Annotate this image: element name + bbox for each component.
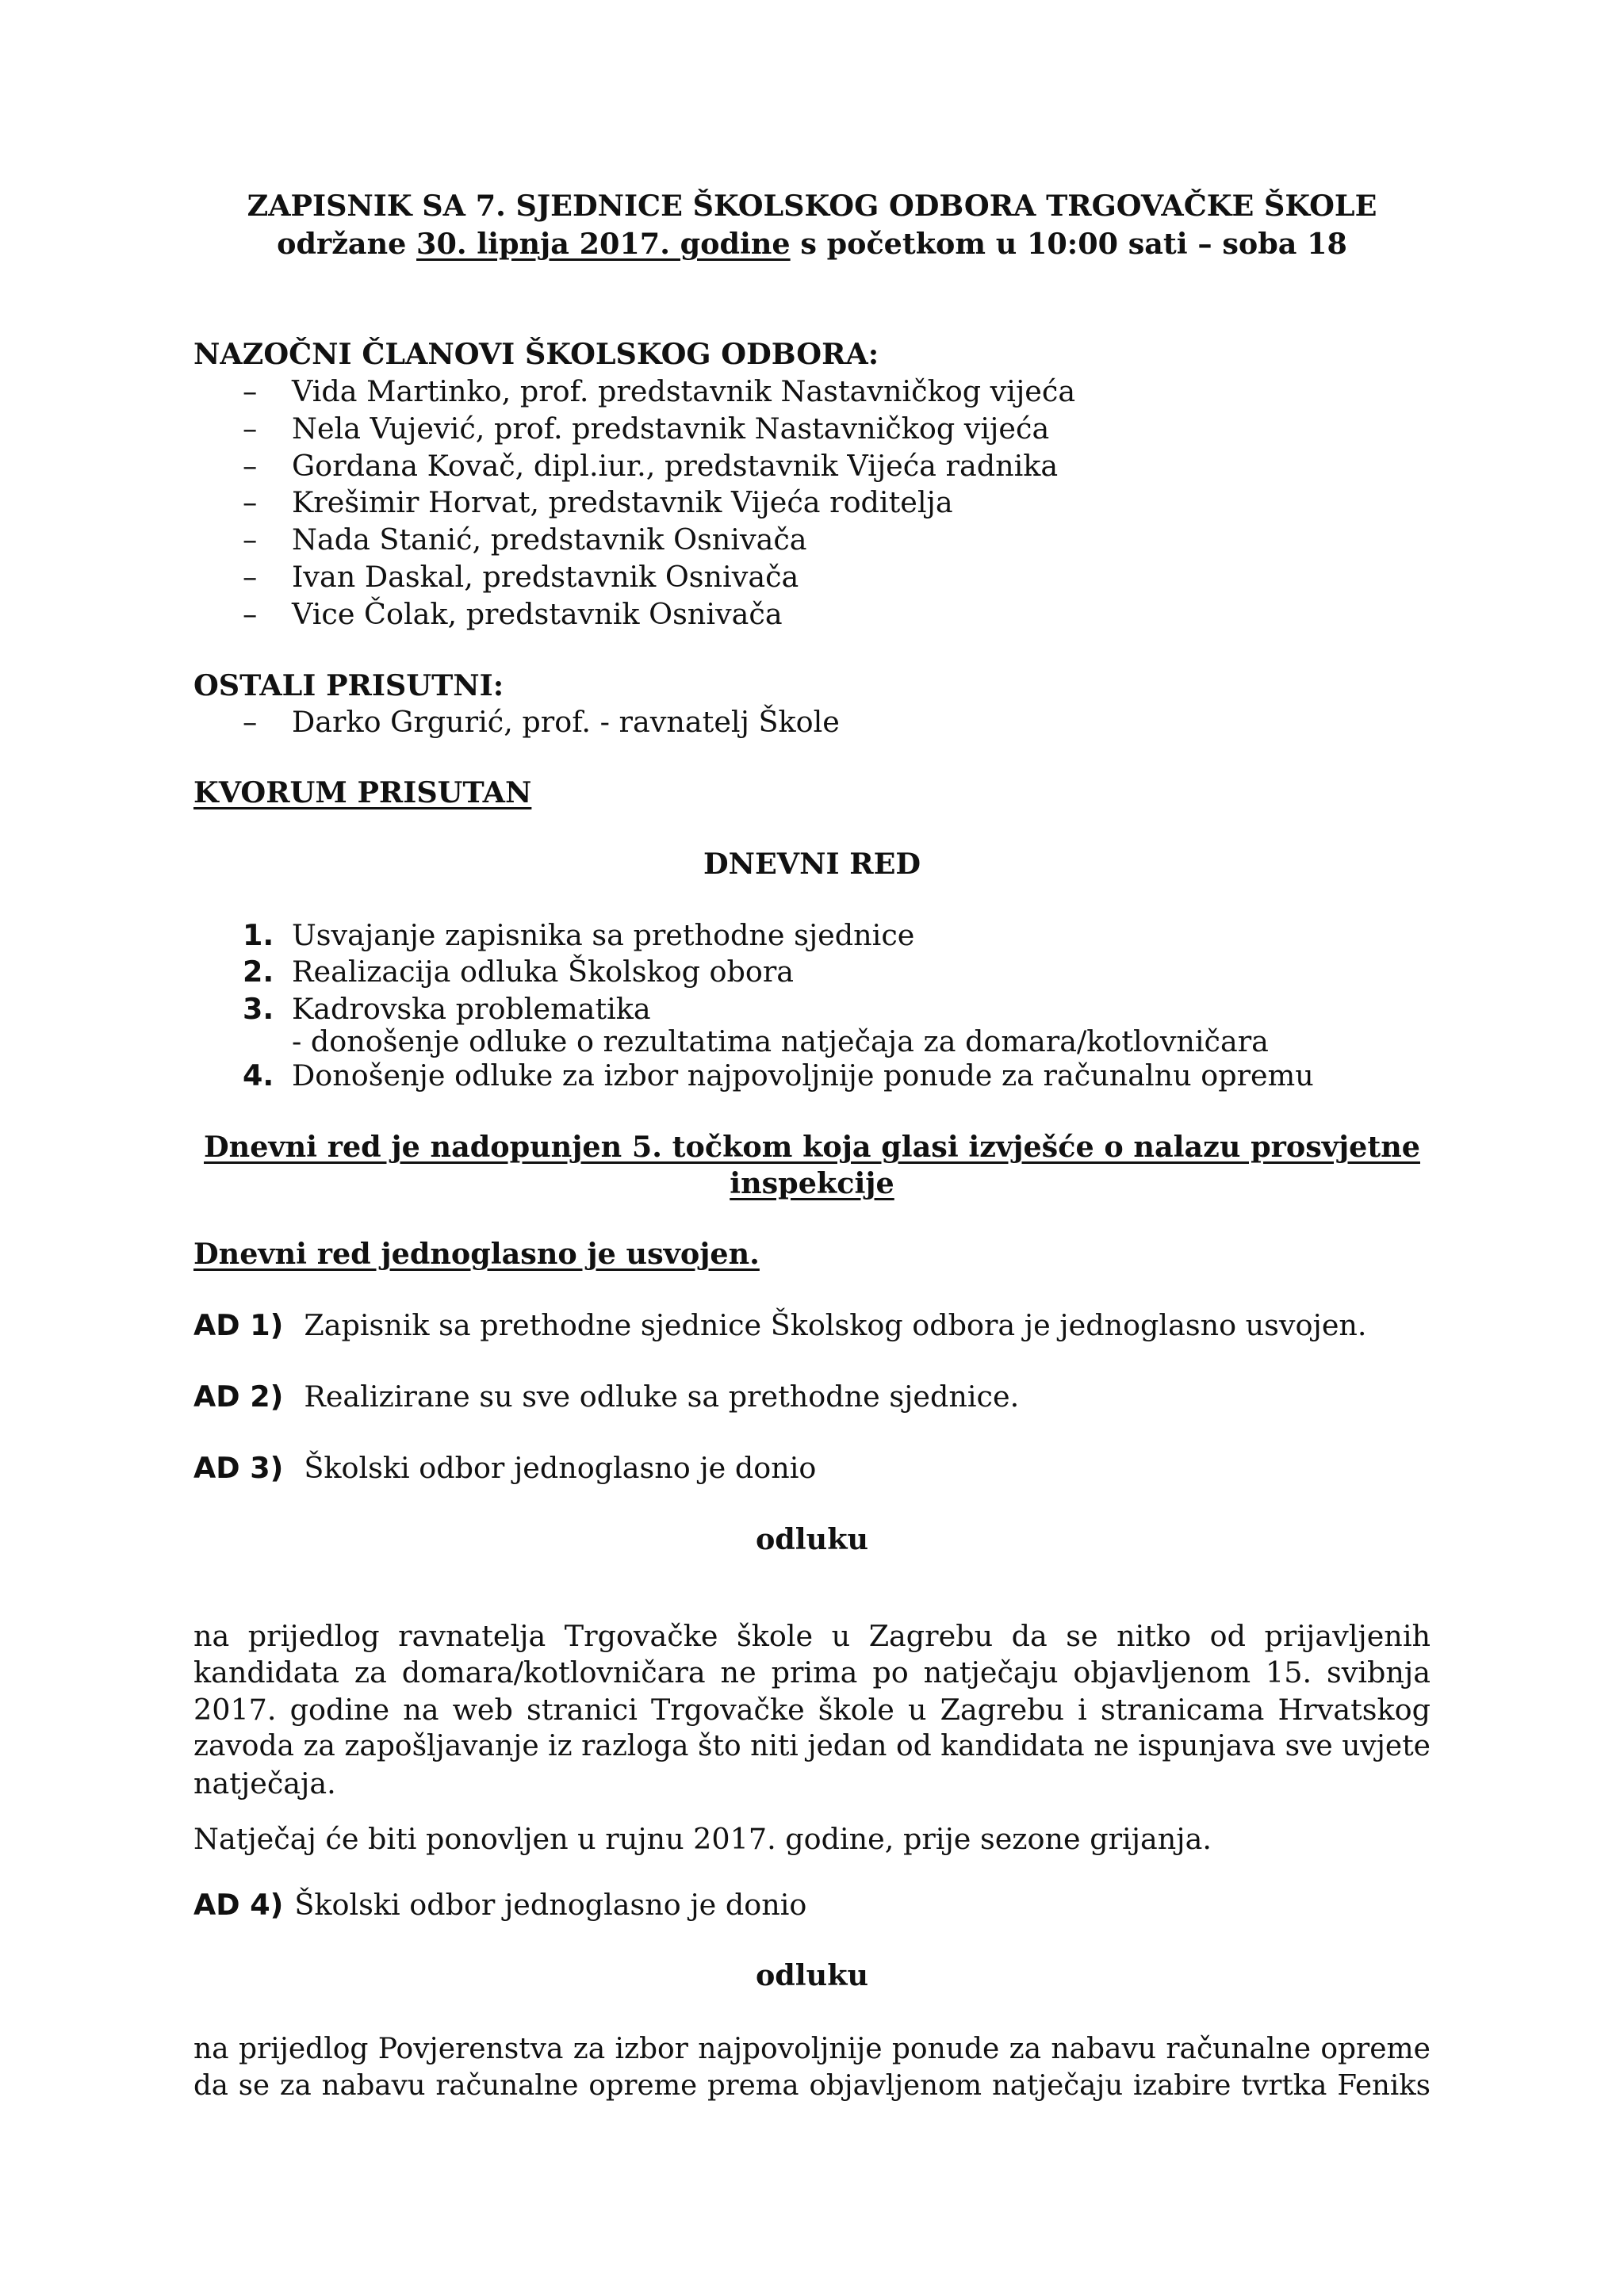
others-item: Darko Grgurić, prof. - ravnatelj Škole <box>292 705 840 739</box>
ad3-decision-title: odluku <box>755 1522 869 1556</box>
agenda-adopted: Dnevni red jednoglasno je usvojen. <box>193 1237 760 1271</box>
ad4-decision-line: da se za nabavu računalne opreme prema objavljenom natječaju izabire tvrtka Feniks <box>193 2069 1431 2102</box>
ad3-decision-line: kandidata za domara/kotlovničara ne prima po natječaju objavljenom 15. svibnja <box>193 1655 1431 1689</box>
ad4-label: AD 4) <box>193 1888 284 1922</box>
member-item: Gordana Kovač, dipl.iur., predstavnik Vijeća radnika <box>292 449 1059 483</box>
ad3-note: Natječaj će biti ponovljen u rujnu 2017. godine, prije sezone grijanja. <box>193 1822 1212 1856</box>
agenda-item: Donošenje odluke za izbor najpovoljnije ponude za računalnu opremu <box>292 1058 1314 1093</box>
list-bullet: – <box>243 411 258 446</box>
member-item: Vida Martinko, prof. predstavnik Nastavničkog vijeća <box>292 374 1076 408</box>
ad1-text: Zapisnik sa prethodne sjednice Školskog odbora je jednoglasno usvojen. <box>304 1308 1367 1342</box>
agenda-heading: DNEVNI RED <box>703 847 921 881</box>
members-heading: NAZOČNI ČLANOVI ŠKOLSKOG ODBORA: <box>193 337 879 371</box>
agenda-number: 2. <box>243 955 274 989</box>
agenda-item: Realizacija odluka Školskog obora <box>292 955 795 989</box>
ad4-decision-line: na prijedlog Povjerenstva za izbor najpovoljnije ponude za nabavu računalne opreme <box>193 2033 1431 2065</box>
ad4-decision-title: odluku <box>755 1958 869 1992</box>
ad1-label: AD 1) <box>193 1308 284 1342</box>
meeting-date-line <box>0 227 1624 261</box>
ad3-paragraph <box>193 1451 816 1485</box>
ad2-label: AD 2) <box>193 1380 284 1414</box>
agenda-supplement: Dnevni red je nadopunjen 5. točkom koja glasi izvješće o nalazu prosvjetne <box>204 1130 1420 1164</box>
document-title: ZAPISNIK SA 7. SJEDNICE ŠKOLSKOG ODBORA TRGOVAČKE ŠKOLE <box>247 189 1377 223</box>
list-bullet: – <box>243 597 258 631</box>
ad3-decision-line: na prijedlog ravnatelja Trgovačke škole u Zagrebu da se nitko od prijavljenih <box>193 1619 1431 1653</box>
agenda-item: Kadrovska problematika <box>292 992 651 1026</box>
list-bullet: – <box>243 705 258 739</box>
ad3-label: AD 3) <box>193 1451 284 1485</box>
agenda-number: 1. <box>243 918 274 952</box>
ad3-text: Školski odbor jednoglasno je donio <box>304 1451 817 1485</box>
date-prefix: održane <box>277 227 417 261</box>
ad3-decision-line: zavoda za zapošljavanje iz razloga što niti jedan od kandidata ne ispunjava sve uvjete <box>193 1730 1431 1762</box>
agenda-item: Usvajanje zapisnika sa prethodne sjednice <box>292 918 915 952</box>
ad1-paragraph <box>193 1308 1367 1342</box>
list-bullet: – <box>243 522 258 557</box>
ad3-decision-last-line: natječaja. <box>193 1766 336 1800</box>
meeting-date: 30. lipnja 2017. godine <box>416 227 791 261</box>
ad3-decision-line: 2017. godine na web stranici Trgovačke škole u Zagrebu i stranicama Hrvatskog <box>193 1693 1431 1727</box>
date-suffix: s početkom u 10:00 sati – soba 18 <box>790 227 1347 261</box>
list-bullet: – <box>243 485 258 519</box>
agenda-number: 4. <box>243 1058 274 1093</box>
list-bullet: – <box>243 449 258 483</box>
others-heading: OSTALI PRISUTNI: <box>193 668 504 702</box>
quorum-status: KVORUM PRISUTAN <box>193 775 532 809</box>
ad2-paragraph <box>193 1380 1019 1414</box>
list-bullet: – <box>243 374 258 408</box>
agenda-subitem: - donošenje odluke o rezultatima natječaja za domara/kotlovničara <box>292 1024 1269 1058</box>
ad4-paragraph <box>193 1888 806 1922</box>
agenda-supplement-cont: inspekcije <box>730 1166 894 1200</box>
member-item: Nada Stanić, predstavnik Osnivača <box>292 522 807 557</box>
list-bullet: – <box>243 560 258 594</box>
member-item: Nela Vujević, prof. predstavnik Nastavničkog vijeća <box>292 411 1050 446</box>
member-item: Vice Čolak, predstavnik Osnivača <box>292 597 783 631</box>
member-item: Krešimir Horvat, predstavnik Vijeća roditelja <box>292 485 953 519</box>
member-item: Ivan Daskal, predstavnik Osnivača <box>292 560 799 594</box>
agenda-number: 3. <box>243 992 274 1026</box>
ad2-text: Realizirane su sve odluke sa prethodne sjednice. <box>304 1380 1020 1414</box>
ad4-text: Školski odbor jednoglasno je donio <box>294 1888 807 1922</box>
